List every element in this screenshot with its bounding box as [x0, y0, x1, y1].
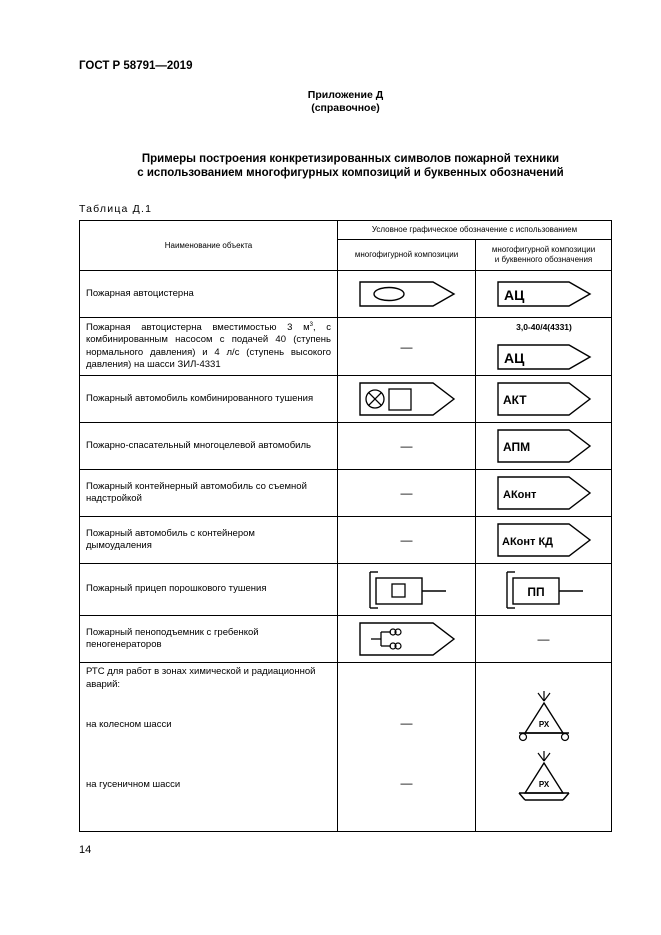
symbol-trailer-letters — [476, 564, 612, 616]
table-row — [80, 517, 612, 564]
header-letters-line-1: многофигурной композиции — [491, 245, 596, 254]
page-number: 14 — [79, 844, 92, 856]
title-line-2: с использованием многофигурных композиций и буквенных обозначений — [137, 167, 564, 179]
row-name: Пожарная автоцистерна — [80, 271, 338, 318]
row-name: Пожарный прицеп порошкового тушения — [80, 564, 338, 616]
symbol-letters: АПМ — [502, 440, 530, 454]
table-row — [80, 564, 612, 616]
row-name-line-2: пеногенераторов — [86, 639, 162, 650]
symbol-rtc-letters — [476, 663, 612, 832]
row-name — [80, 663, 338, 832]
symbol-letters: ПП — [526, 584, 545, 599]
combined-extinguishing-symbol-icon — [359, 382, 455, 416]
symbol-letters: АКТ — [502, 393, 527, 407]
rtc-wheeled-symbol-icon — [517, 689, 571, 743]
header-letters-line-2: и буквенного обозначения — [494, 255, 593, 264]
symbol-smoke-container-letters — [476, 517, 612, 564]
symbol-letters: АЦ — [503, 349, 524, 366]
symbol-rtc-multi — [338, 663, 476, 832]
symbol-annotation: 3,0-40/4(4331) — [515, 321, 572, 332]
table-row — [80, 318, 612, 376]
symbol-letters: АЦ — [503, 287, 524, 303]
smoke-container-letter-symbol-icon — [497, 523, 591, 557]
tanker-symbol-icon — [359, 281, 455, 307]
row-name-line-1: Пожарный автомобиль с контейнером — [86, 527, 255, 539]
appendix-heading — [0, 89, 661, 115]
row-name-part1: Пожарная автоцистерна вместимостью 3 м — [86, 321, 310, 333]
row-name-line-2: дымоудаления — [86, 540, 152, 551]
symbol-dash: — — [338, 423, 476, 470]
symbol-dash: — — [400, 776, 413, 790]
symbol-dash: — — [476, 616, 612, 663]
title-line-1: Примеры построения конкретизированных символов пожарной техники — [141, 153, 560, 165]
table-row — [80, 470, 612, 517]
tanker-letter-symbol-icon — [497, 281, 591, 307]
symbol-foam-lift — [338, 616, 476, 663]
symbol-dash: — — [338, 517, 476, 564]
symbol-letters: РХ — [538, 720, 550, 729]
header-multi-figure: многофигурной композиции — [338, 240, 476, 271]
row-name-line-1: Пожарный пеноподъемник с гребенкой — [86, 626, 259, 638]
rtc-track-label: на гусеничном шасси — [86, 779, 181, 790]
row-name — [80, 318, 338, 376]
appendix-label: Приложение Д — [307, 89, 384, 101]
table-row — [80, 271, 612, 318]
symbol-multipurpose-letters — [476, 423, 612, 470]
symbol-combined — [338, 376, 476, 423]
table-row — [80, 376, 612, 423]
symbol-dash: — — [338, 470, 476, 517]
symbol-container-letters — [476, 470, 612, 517]
powder-trailer-letter-symbol-icon — [503, 570, 585, 610]
table-caption: Таблица Д.1 — [79, 203, 153, 215]
header-symbol-group: Условное графическое обозначение с использованием — [338, 221, 612, 240]
symbol-combined-letters — [476, 376, 612, 423]
row-name — [80, 517, 338, 564]
tanker-annotated-symbol-icon — [497, 321, 591, 373]
symbol-letters: АКонт — [502, 489, 536, 501]
standard-number: ГОСТ Р 58791—2019 — [79, 60, 193, 72]
rtc-tracked-symbol-icon — [517, 749, 571, 803]
symbol-letters: РХ — [538, 780, 550, 789]
row-name: Пожарно-спасательный многоцелевой автомобиль — [80, 423, 338, 470]
symbol-dash: — — [400, 716, 413, 730]
foam-lift-symbol-icon — [359, 622, 455, 656]
row-name-sup: 3 — [309, 321, 313, 328]
symbol-letters: АКонт КД — [501, 536, 553, 548]
symbol-tanker — [338, 271, 476, 318]
symbol-tanker-annotated — [476, 318, 612, 376]
rtc-heading: РТС для работ в зонах химической и радиационной аварий: — [86, 666, 316, 690]
header-multi-figure-letters — [476, 240, 612, 271]
container-letter-symbol-icon — [497, 476, 591, 510]
table-row — [80, 423, 612, 470]
row-name — [80, 616, 338, 663]
symbols-table — [79, 220, 612, 832]
symbol-dash: — — [338, 318, 476, 376]
row-name-part2: , с комбинированным насосом с подачей 40 (ступень нормального давления) и 4 л/с (ступень высокого давления) на шасси ЗИЛ-4331 — [86, 321, 331, 370]
powder-trailer-symbol-icon — [366, 570, 448, 610]
table-row — [80, 663, 612, 832]
table-row — [80, 616, 612, 663]
rtc-wheel-label: на колесном шасси — [86, 719, 172, 730]
page-title — [0, 152, 661, 180]
symbol-tanker-letters — [476, 271, 612, 318]
multipurpose-letter-symbol-icon — [497, 429, 591, 463]
symbol-trailer — [338, 564, 476, 616]
row-name: Пожарный автомобиль комбинированного тушения — [80, 376, 338, 423]
appendix-type: (справочное) — [311, 102, 380, 114]
header-object-name: Наименование объекта — [80, 221, 338, 271]
combined-letter-symbol-icon — [497, 382, 591, 416]
row-name: Пожарный контейнерный автомобиль со съемной надстройкой — [80, 470, 338, 517]
